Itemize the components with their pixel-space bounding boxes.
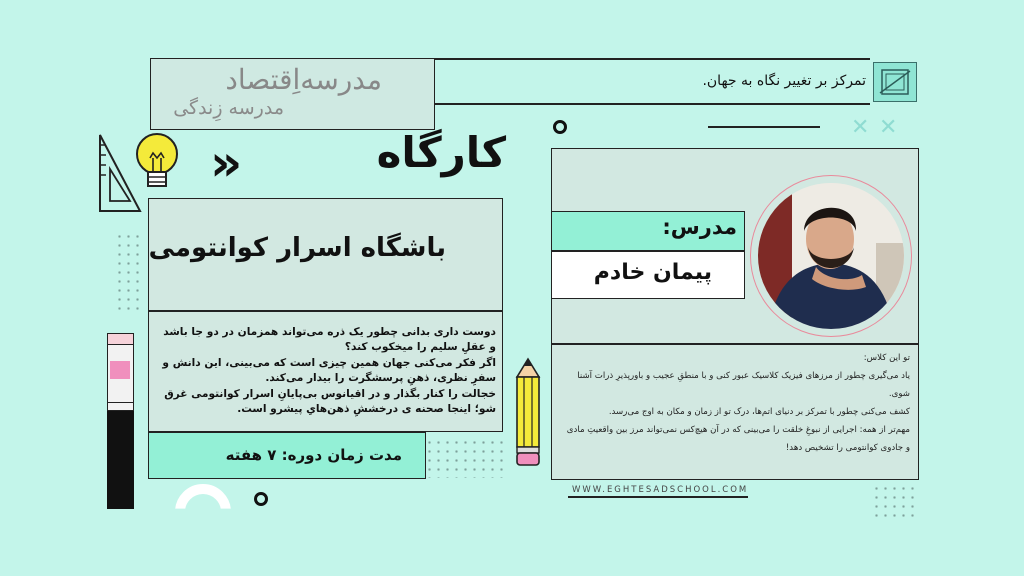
course-description-paragraph: خجالت را کنار بگذار و در اقیانوس بی‌پایانِ اسرار کوانتومی غرق شو؛ اینجا صحنه ی درخششِ ذهن‌هایِ پیشرو است. [164,387,496,416]
half-circle-decoration [175,484,231,540]
class-info-line: کشف می‌کنی چطور با تمرکز بر دنیای اتم‌ها، درک تو از زمان و مکان به اوج می‌رسد. [608,407,910,417]
highlighter-tip [107,403,134,411]
course-description [155,325,496,417]
logo-main-text: مدرسه‌اِقتصاد [225,63,382,96]
dot-grid-decoration [115,232,143,314]
deco-hline-right [708,126,820,128]
chevron-glyph: » [210,134,237,192]
class-info-line: یاد می‌گیری چطور از مرزهای فیزیک کلاسیک عبور کنی و با منطقِ عجیب و باورپذیرِ ذرات آشنا شوی. [577,371,910,399]
course-description-paragraph: دوست داری بدانی چطور یک ذره می‌تواند همزمان در دو جا باشد و عقلِ سلیم را میخکوب کند؟ [163,326,496,354]
highlighter-body [107,411,134,509]
instructor-panel-divider [551,343,919,345]
highlighter-cap [107,333,134,345]
dot-grid-decoration [872,484,918,518]
duration-text: مدت زمان دوره: ۷ هفته [225,446,402,464]
course-title: باشگاه اسرار کوانتومی [148,233,446,263]
deco-hline-bottom [568,496,748,498]
logo-panel [150,58,435,130]
website-url[interactable]: WWW.EGHTESADSCHOOL.COM [572,485,749,495]
x-mark-icon: ✕ [851,115,870,140]
slogan-text: تمرکز بر تغییر نگاه به جهان. [702,73,866,89]
ring-dot-icon [254,492,268,506]
class-info-line: مهم‌تر از همه: اجرایی از نبوغِ خلقت را می‌بینی که در آن هیچ‌کس نمی‌تواند مرز بین واقعیتِ مادی و جادوی کوانتومی را تشخیص دهد! [566,425,910,453]
instructor-name: پیمان خادم [593,260,712,285]
highlighter-band [107,345,134,403]
top-mid-hline [435,103,870,105]
class-info [560,349,910,457]
x-mark-icon: ✕ [879,115,898,140]
logo-sub-text: مدرسه‌ زِندگی [173,97,284,119]
school-logo-graphic [874,63,918,103]
school-logo-icon [873,62,917,102]
highlighter-icon [107,333,134,509]
chevron-double-right-icon [210,134,237,192]
ring-dot-icon [553,120,567,134]
pencil-icon [513,357,543,469]
course-description-paragraph: اگر فکر می‌کنی جهان همین چیزی است که می‌بینی، این دانش و سفرِ نظری، ذهنِ پرسشگرت را بیدار می‌کند. [162,356,496,385]
light-bulb-icon [133,132,181,194]
class-info-heading: تو این کلاس: [863,353,910,363]
instructor-photo [758,183,904,329]
workshop-label: کارگاه [376,128,506,177]
dot-grid-decoration [425,438,505,478]
course-title-divider [148,310,503,312]
instructor-photo-illustration [758,183,904,329]
instructor-label: مدرس: [662,215,737,239]
